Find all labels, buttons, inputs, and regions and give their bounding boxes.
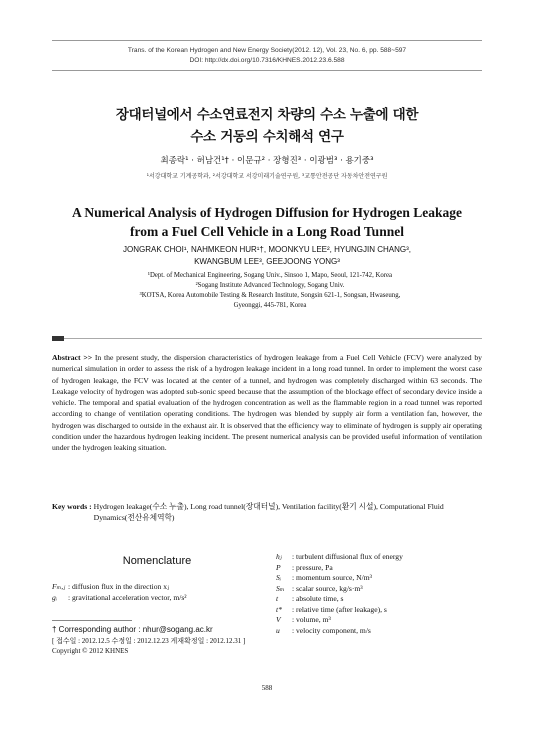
english-authors-line1: JONGRAK CHOI¹, NAHMKEON HUR¹†, MOONKYU LEE², HYUNGJIN CHANG³,	[122, 245, 412, 254]
korean-title-line2: 수소 거동의 수치해석 연구	[190, 129, 344, 145]
nomenclature-description: : volume, m³	[292, 615, 331, 624]
nomenclature-symbol: t	[276, 594, 279, 603]
nomenclature-description: : diffusion flux in the direction xⱼ	[68, 582, 169, 591]
nomenclature-description: : relative time (after leakage), s	[292, 604, 387, 614]
nomenclature-description: : momentum source, N/m³	[292, 573, 372, 582]
english-title-line2: from a Fuel Cell Vehicle in a Long Road Tunnel	[130, 224, 404, 239]
copyright: Copyright © 2012 KHNES	[52, 647, 129, 655]
affiliation-1: ¹Dept. of Mechanical Engineering, Sogang Univ., Sinsoo 1, Mapo, Seoul, 121-742, Korea	[147, 272, 393, 279]
nomenclature-symbol: Fₘ,ⱼ	[52, 582, 66, 591]
doi-link[interactable]: DOI: http://dx.doi.org/10.7316/KHNES.2012.23.6.588	[189, 57, 345, 64]
affiliation-3a: ³KOTSA, Korea Automobile Testing & Research Institute, Songsin 621-1, Songsan, Hwaseung,	[139, 292, 401, 299]
nomenclature-item	[276, 605, 486, 616]
nomenclature-symbol: gᵢ	[52, 592, 57, 602]
footnote	[52, 625, 262, 657]
nomenclature-symbol: u	[276, 625, 280, 635]
nomenclature-description: : turbulent diffusional flux of energy	[292, 552, 403, 561]
english-title-line1: A Numerical Analysis of Hydrogen Diffusion for Hydrogen Leakage	[71, 205, 463, 220]
journal-citation: Trans. of the Korean Hydrogen and New Energy Society(2012. 12), Vol. 23, No. 6, pp. 588~597	[127, 47, 407, 54]
abstract-text: In the present study, the dispersion characteristics of hydrogen leakage from a Fuel Cell Vehicle (FCV) were analyzed by numerical simulation in order to assess the risk of a hydrogen leakage incident in a long road tunnel. In order to implement the worst case of hydrogen leakage, the FCV was located at the center of a tunnel, and hydrogen was completely discharged within 63 seconds. The Leakage velocity of hydrogen was adopted sub-sonic speed because that the assumption of the blockage effect of secondary device inside a vehicle. The temporal and spatial evaluation of the hydrogen concentration as well as the flammable region in a road tunnel was reported according to change of ventilation operating conditions. The hydrogen was blended by supply air form a ventilation fan, however, the hydrogen was discharged to outside in the exhaust air. It is observed that the efficiency way to eliminate of hydrogen is supply air operating condition under the hazardous hydrogen leaking incident. The present numerical analysis can be provided useful information of ventilation under the hydrogen leaking situation.	[52, 353, 483, 453]
submission-dates: [ 접수일 : 2012.12.5 수정일 : 2012.12.23 게재확정일 : 2012.12.31 ]	[52, 636, 246, 645]
journal-header	[52, 46, 482, 66]
nomenclature-item	[276, 594, 486, 605]
affiliation-2: ²Sogang Institute Advanced Technology, Sogang Univ.	[195, 282, 345, 289]
nomenclature-symbol: Sᵢ	[276, 573, 281, 582]
keywords-text: Hydrogen leakage(수소 누출), Long road tunnel(장대터널), Ventilation facility(환기 시설), Computational Fluid Dynamics(전산유체역학)	[93, 502, 444, 523]
english-title	[40, 203, 494, 241]
nomenclature-symbol: t*	[276, 604, 282, 614]
nomenclature-item	[52, 582, 262, 593]
header-bottom-rule	[52, 70, 482, 71]
nomenclature-description: : absolute time, s	[292, 594, 344, 603]
nomenclature-item	[52, 593, 262, 604]
nomenclature-title: Nomenclature	[122, 555, 192, 567]
abstract	[52, 352, 482, 454]
korean-title	[52, 104, 482, 148]
english-authors-line2: KWANGBUM LEE³, GEEJOONG YONG³	[194, 257, 340, 266]
nomenclature-item	[276, 573, 486, 584]
korean-authors: 최종락¹ · 허남건¹† · 이문규² · 장형진³ · 이광범³ · 용기중³	[160, 156, 374, 166]
nomenclature-symbol: hⱼ	[276, 552, 282, 561]
nomenclature-description: : gravitational acceleration vector, m/s²	[68, 592, 187, 602]
abstract-label: Abstract >>	[52, 353, 93, 362]
nomenclature-item	[276, 552, 486, 563]
korean-affiliations: ¹서강대학교 기계공학과, ²서강대학교 서강미래기술연구원, ³교통안전공단 자동차안전연구원	[146, 173, 388, 180]
divider-dark-block	[52, 336, 64, 341]
footnote-rule	[52, 620, 132, 621]
nomenclature-description: : scalar source, kg/s·m³	[292, 583, 363, 593]
nomenclature-right	[276, 552, 486, 636]
nomenclature-left	[52, 555, 262, 603]
header-top-rule	[52, 40, 482, 41]
nomenclature-symbol: V	[276, 615, 281, 624]
korean-title-line1: 장대터널에서 수소연료전지 차량의 수소 누출에 대한	[115, 107, 419, 123]
english-affiliations	[100, 271, 440, 311]
divider-line	[64, 338, 482, 339]
nomenclature-item	[276, 563, 486, 574]
nomenclature-description: : velocity component, m/s	[292, 625, 371, 635]
page-number: 588	[261, 684, 273, 692]
section-divider	[52, 336, 482, 341]
affiliation-3b: Gyeonggi, 445-781, Korea	[233, 302, 307, 309]
keywords	[52, 501, 482, 524]
nomenclature-symbol: P	[276, 562, 281, 572]
nomenclature-item	[276, 584, 486, 595]
corresponding-author: † Corresponding author : nhur@sogang.ac.kr	[52, 625, 213, 634]
nomenclature-description: : pressure, Pa	[292, 562, 333, 572]
english-authors	[52, 244, 482, 268]
nomenclature-symbol: Sₘ	[276, 583, 285, 593]
nomenclature-item	[276, 626, 486, 637]
keywords-label: Key words :	[52, 502, 92, 511]
nomenclature-item	[276, 615, 486, 626]
